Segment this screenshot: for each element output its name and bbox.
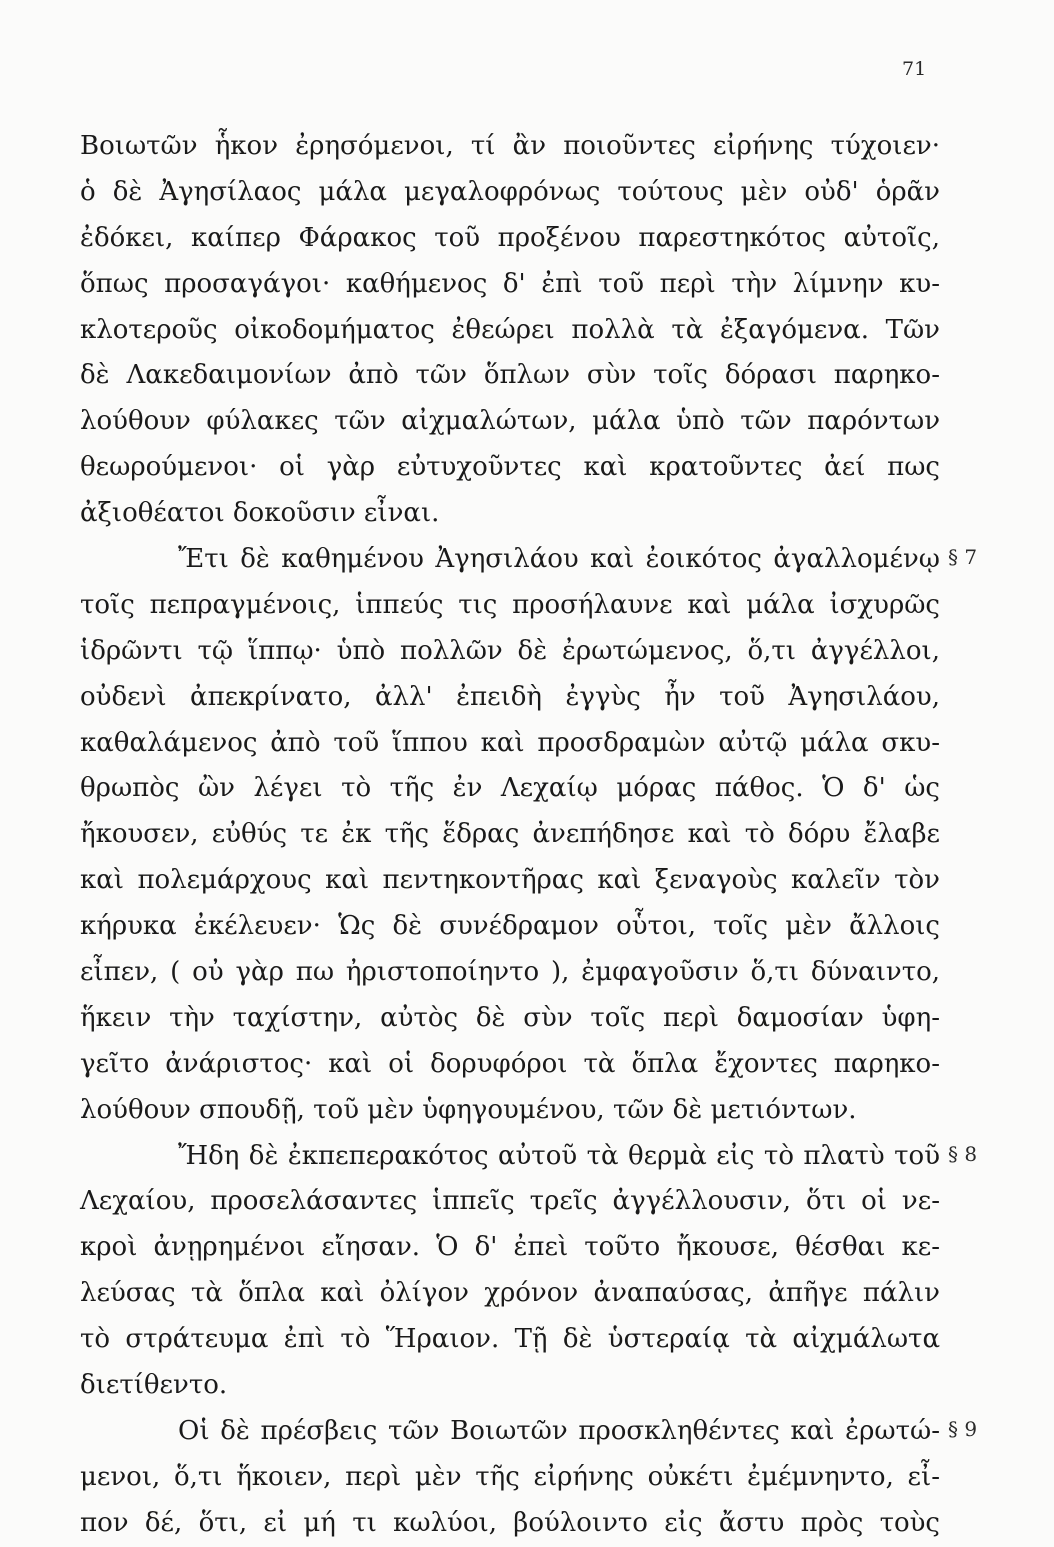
text-line: πον δέ, ὅτι, εἰ μή τι κωλύοι, βούλοιντο εἰς ἄστυ πρὸς τοὺς [80, 1507, 940, 1538]
section-marker: § 9 [948, 1417, 978, 1442]
text-line: Βοιωτῶν ἧκον ἐρησόμενοι, τί ἂν ποιοῦντες εἰρήνης τύχοιεν· [80, 131, 940, 161]
text-line: Ἤδη δὲ ἐκπεπερακότος αὐτοῦ τὰ θερμὰ εἰς τὸ πλατὺ τοῦ [178, 1140, 940, 1171]
text-line: διετίθεντο. [80, 1370, 228, 1401]
text-line: καθαλάμενος ἀπὸ τοῦ ἵππου καὶ προσδραμὼν αὐτῷ μάλα σκυ- [80, 727, 940, 758]
text-line: ἱδρῶντι τῷ ἵππῳ· ὑπὸ πολλῶν δὲ ἐρωτώμενος, ὅ,τι ἀγγέλλοι, [80, 635, 940, 666]
text-line: Λεχαίου, προσελάσαντες ἱππεῖς τρεῖς ἀγγέλλουσιν, ὅτι οἱ νε- [80, 1186, 940, 1217]
text-line: Οἱ δὲ πρέσβεις τῶν Βοιωτῶν προσκληθέντες καὶ ἐρωτώ- [178, 1415, 940, 1446]
text-line: κήρυκα ἐκέλευεν· Ὡς δὲ συνέδραμον οὗτοι, τοῖς μὲν ἄλλοις [80, 911, 940, 942]
text-line: ἀξιοθέατοι δοκοῦσιν εἶναι. [80, 498, 440, 529]
text-line: δὲ Λακεδαιμονίων ἀπὸ τῶν ὅπλων σὺν τοῖς δόρασι παρηκο- [80, 360, 940, 391]
text-line: ὁ δὲ Ἀγησίλαος μάλα μεγαλοφρόνως τούτους μὲν οὐδ' ὁρᾶν [80, 176, 940, 207]
text-line: θεωρούμενοι· οἱ γὰρ εὐτυχοῦντες καὶ κρατοῦντες ἀεί πως [80, 452, 940, 483]
text-line: ἥκειν τὴν ταχίστην, αὐτὸς δὲ σὺν τοῖς περὶ δαμοσίαν ὑφη- [80, 1002, 940, 1033]
text-line: τοῖς πεπραγμένοις, ἱππεύς τις προσήλαυνε καὶ μάλα ἰσχυρῶς [80, 589, 940, 620]
text-line: θρωπὸς ὢν λέγει τὸ τῆς ἐν Λεχαίῳ μόρας πάθος. Ὁ δ' ὡς [80, 773, 940, 804]
text-line: καὶ πολεμάρχους καὶ πεντηκοντῆρας καὶ ξεναγοὺς καλεῖν τὸν [80, 865, 940, 896]
text-line: ὅπως προσαγάγοι· καθήμενος δ' ἐπὶ τοῦ περὶ τὴν λίμνην κυ- [80, 268, 940, 299]
text-block [80, 124, 940, 1547]
text-line: Ἔτι δὲ καθημένου Ἀγησιλάου καὶ ἐοικότος ἀγαλλομένῳ [178, 544, 940, 575]
text-line: οὐδενὶ ἀπεκρίνατο, ἀλλ' ἐπειδὴ ἐγγὺς ἦν τοῦ Ἀγησιλάου, [80, 681, 940, 712]
text-line: κλοτεροῦς οἰκοδομήματος ἐθεώρει πολλὰ τὰ ἐξαγόμενα. Τῶν [80, 314, 940, 345]
text-line: τὸ στράτευμα ἐπὶ τὸ Ἥραιον. Τῇ δὲ ὑστεραίᾳ τὰ αἰχμάλωτα [80, 1324, 940, 1355]
text-line: γεῖτο ἀνάριστος· καὶ οἱ δορυφόροι τὰ ὅπλα ἔχοντες παρηκο- [80, 1048, 940, 1079]
text-line: μενοι, ὅ,τι ἥκοιεν, περὶ μὲν τῆς εἰρήνης οὐκέτι ἐμέμνηντο, εἶ- [80, 1461, 940, 1492]
text-line: κροὶ ἀνῃρημένοι εἴησαν. Ὁ δ' ἐπεὶ τοῦτο ἤκουσε, θέσθαι κε- [80, 1232, 940, 1263]
section-marker: § 8 [948, 1141, 978, 1166]
text-line: λούθουν σπουδῇ, τοῦ μὲν ὑφηγουμένου, τῶν δὲ μετιόντων. [80, 1094, 857, 1125]
text-line: ἐδόκει, καίπερ Φάρακος τοῦ προξένου παρεστηκότος αὐτοῖς, [80, 222, 940, 253]
page-number: 71 [902, 58, 927, 80]
text-line: λούθουν φύλακες τῶν αἰχμαλώτων, μάλα ὑπὸ τῶν παρόντων [80, 406, 940, 437]
section-marker: § 7 [948, 545, 978, 570]
text-line: λεύσας τὰ ὅπλα καὶ ὀλίγον χρόνον ἀναπαύσας, ἀπῆγε πάλιν [80, 1278, 940, 1309]
text-line: εἶπεν, ( οὐ γὰρ πω ἠριστοποίηντο ), ἐμφαγοῦσιν ὅ,τι δύναιντο, [80, 957, 940, 988]
text-line: ἤκουσεν, εὐθύς τε ἐκ τῆς ἕδρας ἀνεπήδησε καὶ τὸ δόρυ ἔλαβε [80, 819, 940, 850]
